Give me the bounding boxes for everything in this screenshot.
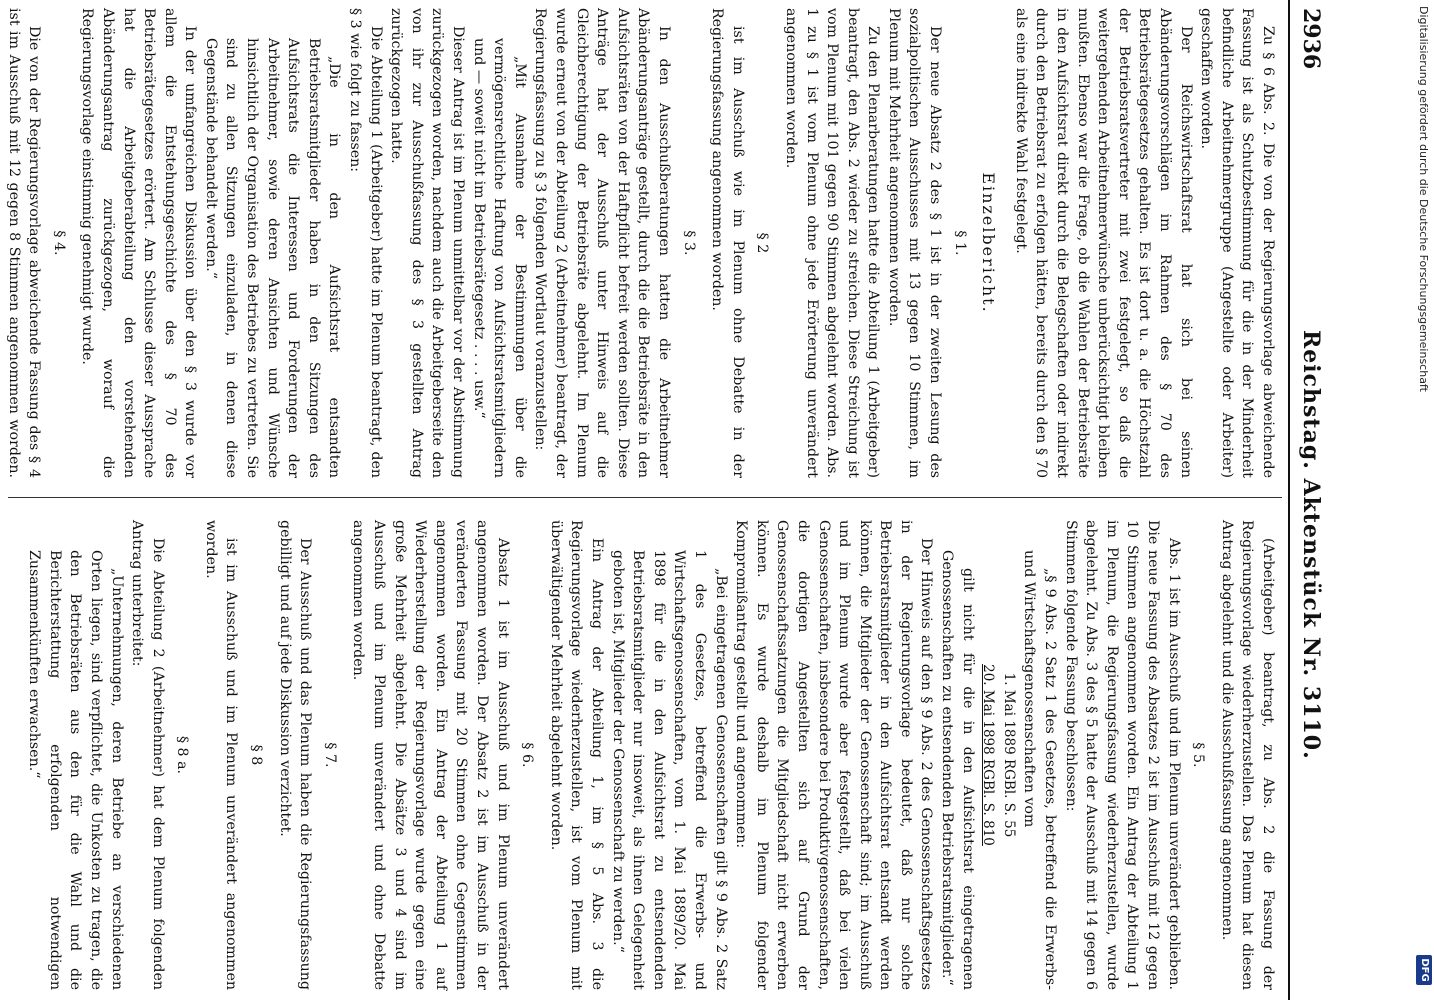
page-title: Reichstag. Aktenstück Nr. 3110. (1298, 330, 1324, 760)
paragraph: In der umfangreichen Diskussion über den § 3 wurde vor allem die Entstehungsgeschichte des § 70 des Betriebsrätegesetzes erörtert. Am Schlusse dieser Aussprache hat die Arbeitgeberabteilung den vorstehenden Abänderungsantrag zurückgezogen, worauf die Regierungsvorlage einstimmig genehmigt wurde. (79, 8, 199, 478)
dfg-logo: DFG (1416, 955, 1432, 985)
page-header (1288, 0, 1330, 1000)
right-column (8, 520, 1278, 990)
paragraph: Der Hinweis auf den § 9 Abs. 2 des Genossenschaftsgesetzes in der Regierungsvorlage bedeutet, daß nur solche Betriebsratsmitglieder in den Aufsichtsrat entsandt werden können, die Mitglieder der Genossenschaft sind; im Ausschuß und im Plenum wurde aber festgestellt, daß bei vielen Genossenschaften, insbesondere bei Produktivgenossenschaften, die dortigen Angestellten sich auf Grund der Genossenschaftssatzungen die Mitgliedschaft nicht erwerben können. Es wurde deshalb im Plenum folgender Kompromißantrag gestellt und angenommen: (733, 520, 935, 990)
section-heading: § 4. (50, 230, 67, 256)
section-heading: § 6. (519, 742, 536, 768)
quoted-text: „Die in den Aufsichtsrat entsandten Betriebsratsmitglieder haben in den Sitzungen des Aufsichtsrats die Interessen und Forderungen der Arbeitnehmer, sowie deren Ansichten und Wünsche hinsichtlich der Organisation des Betriebes zu vertreten. Sie sind zu allen Sitzungen einzuladen, in denen diese Gegenstände behandelt werden.“ (202, 38, 343, 478)
paragraph: ist im Ausschuß wie im Plenum ohne Debatte in der Regierungsfassung angenommen worden. (709, 8, 746, 478)
quoted-text: „Bei eingetragenen Genossenschaften gilt § 9 Abs. 2 Satz 1 des Gesetzes, betreffend die Erwerbs- und Wirtschaftsgenossenschaften, vom 1. Mai 1889/20. Mai 1898 für die in den Aufsichtsrat zu entsendenden Betriebsratsmitglieder nur insoweit, als ihnen Gelegenheit geboten ist, Mitglieder der Genossenschaft zu werden.“ (609, 550, 729, 990)
column-divider (8, 497, 1282, 498)
paragraph: Zu § 6 Abs. 2. Die von der Regierungsvorlage abweichende Fassung ist als Schutzbestimmung für die in der Minderheit befindliche Arbeitnehmergruppe (Angestellte oder Arbeiter) geschaffen worden. (1198, 8, 1276, 478)
paragraph: Dieser Antrag ist im Plenum unmittelbar vor der Abstimmung zurückgezogen worden, nachdem auch die Arbeitgeberseite den von ihr zur Ausschußfassung des § 3 gestellten Antrag zurückgezogen hatte. (388, 8, 467, 478)
law-reference: 1. Mai 1889 RGBl. S. 55 (1000, 672, 1017, 838)
left-column (5, 8, 1278, 478)
quoted-text: „Unternehmungen, deren Betriebe an verschiedenen Orten liegen, sind verpflichtet, die Unkosten zu tragen, die den Betriebsräten aus den für die Wahl und die Berichterstattung erfolgenden notwendigen Zusammenkünften erwachsen.“ (26, 550, 125, 990)
quoted-text: „§ 9 Abs. 2 Satz 1 des Gesetzes, betreffend die Erwerbs- und Wirtschaftsgenossenschaften vom (1021, 550, 1059, 990)
quoted-text: gilt nicht für die in den Aufsichtsrat eingetragenen Genossenschaften zu entsendenden Betriebsratsmitglieder.“ (939, 550, 976, 990)
section-heading: § 3. (680, 230, 697, 256)
section-heading: § 8 (248, 744, 265, 766)
paragraph: Abs. 1 ist im Ausschuß und im Plenum unverändert geblieben. Die neue Fassung des Absatzes 2 ist im Ausschuß mit 12 gegen 10 Stimmen angenommen worden. Ein Antrag der Abteilung 1 im Plenum, die Regierungsfassung wiederherzustellen, wurde abgelehnt. Zu Abs. 3 des § 5 hatte der Ausschuß mit 14 gegen 6 Stimmen folgende Fassung beschlossen: (1062, 520, 1182, 990)
quoted-text: „Mit Ausnahme der Bestimmungen über die vermögensrechtliche Haftung von Aufsichtsratsmitgliedern und — soweit nicht im Betriebsrätegesetz . . . . usw.“ (470, 38, 528, 478)
paragraph: Absatz 1 ist im Ausschuß und im Plenum unverändert angenommen worden. Der Absatz 2 ist im Ausschuß in der veränderten Fassung mit 20 Stimmen ohne Gegenstimmen angenommen worden. Ein Antrag der Abteilung 1 auf Wiederherstellung der Regierungsvorlage wurde gegen eine große Mehrheit abgelehnt. Die Absätze 3 und 4 sind im Ausschuß und im Plenum unverändert und ohne Debatte angenommen worden. (350, 520, 511, 990)
report-heading: Einzelbericht. (979, 172, 999, 314)
section-heading: § 1. (951, 230, 968, 256)
paragraph: Der Ausschuß und das Plenum haben die Regierungsfassung gebilligt und auf jede Diskussion verzichtet. (276, 520, 314, 990)
section-heading: § 8 a. (174, 735, 191, 775)
paragraph: In den Ausschußberatungen hatten die Arbeitnehmer Abänderungsanträge gestellt, durch die die Betriebsräte in den Aufsichtsräten von der Haftpflicht befreit werden sollten. Diese Anträge hat der Ausschuß unter Hinweis auf die Gleichberechtigung der Betriebsräte abgelehnt. Im Plenum wurde erneut von der Abteilung 2 (Arbeitnehmer) beantragt, der Regierungsfassung zu § 3 folgenden Wortlaut voranzustellen: (532, 8, 672, 478)
paragraph: Die Abteilung 2 (Arbeitnehmer) hat dem Plenum folgenden Antrag unterbreitet: (129, 520, 166, 990)
credit-text: Digitalisierung gefördert durch die Deutsche Forschungsgemeinschaft (1417, 6, 1430, 392)
paragraph: (Arbeitgeber) beantragt, zu Abs. 2 die Fassung der Regierungsvorlage wiederherzustellen. Das Plenum hat diesen Antrag abgelehnt und die Ausschußfassung angenommen. (1218, 520, 1276, 990)
paragraph: Zu den Plenarberatungen hatte die Abteilung 1 (Arbeitgeber) beantragt, den Abs. 2 wieder zu streichen. Diese Streichung ist vom Plenum mit 101 gegen 90 Stimmen abgelehnt worden. Abs. 1 zu § 1 ist vom Plenum ohne jede Erörterung unverändert angenommen worden. (782, 8, 882, 478)
law-reference: 20. Mai 1898 RGBl. S. 810 (980, 664, 997, 846)
paragraph: Der neue Absatz 2 des § 1 ist in der zweiten Lesung des sozialpolitischen Ausschusses mit 13 gegen 10 Stimmen, im Plenum mit Mehrheit angenommen worden. (885, 8, 944, 478)
paragraph: Die von der Regierungsvorlage abweichende Fassung des § 4 ist im Ausschuß mit 12 gegen 8 Stimmen angenommen worden. (5, 8, 43, 478)
paragraph: ist im Ausschuß und im Plenum unverändert angenommen worden. (202, 520, 240, 990)
page-number: 2936 (1298, 8, 1324, 70)
section-heading: § 5. (1190, 742, 1207, 768)
paragraph: Die Abteilung 1 (Arbeitgeber) hatte im Plenum beantragt, den § 3 wie folgt zu fassen: (347, 8, 384, 478)
paragraph: Ein Antrag der Abteilung 1, im § 5 Abs. 3 die Regierungsvorlage wiederherzustellen, ist vom Plenum mit überwältigender Mehrheit abgelehnt worden. (547, 520, 605, 990)
section-heading: § 7. (321, 742, 338, 768)
section-heading: § 2 (754, 232, 771, 254)
digitization-credit (1410, 0, 1434, 1000)
paragraph: Der Reichswirtschaftsrat hat sich bei seinen Abänderungsvorschlägen im Rahmen des § 70 des Betriebsrätegesetzes gehalten. Es ist dort u. a. die Höchstzahl der Betriebsratsvertreter mit zwei festgelegt, so daß die weitergehenden Arbeitnehmerwünsche unberücksichtigt bleiben mußten. Ebenso war die Frage, ob die Wahlen der Betriebsräte in den Aufsichtsrat direkt durch die Belegschaften oder indirekt durch den Betriebsrat zu erfolgen hätten, bereits durch den § 70 als eine indirekte Wahl festgelegt. (1012, 8, 1194, 478)
